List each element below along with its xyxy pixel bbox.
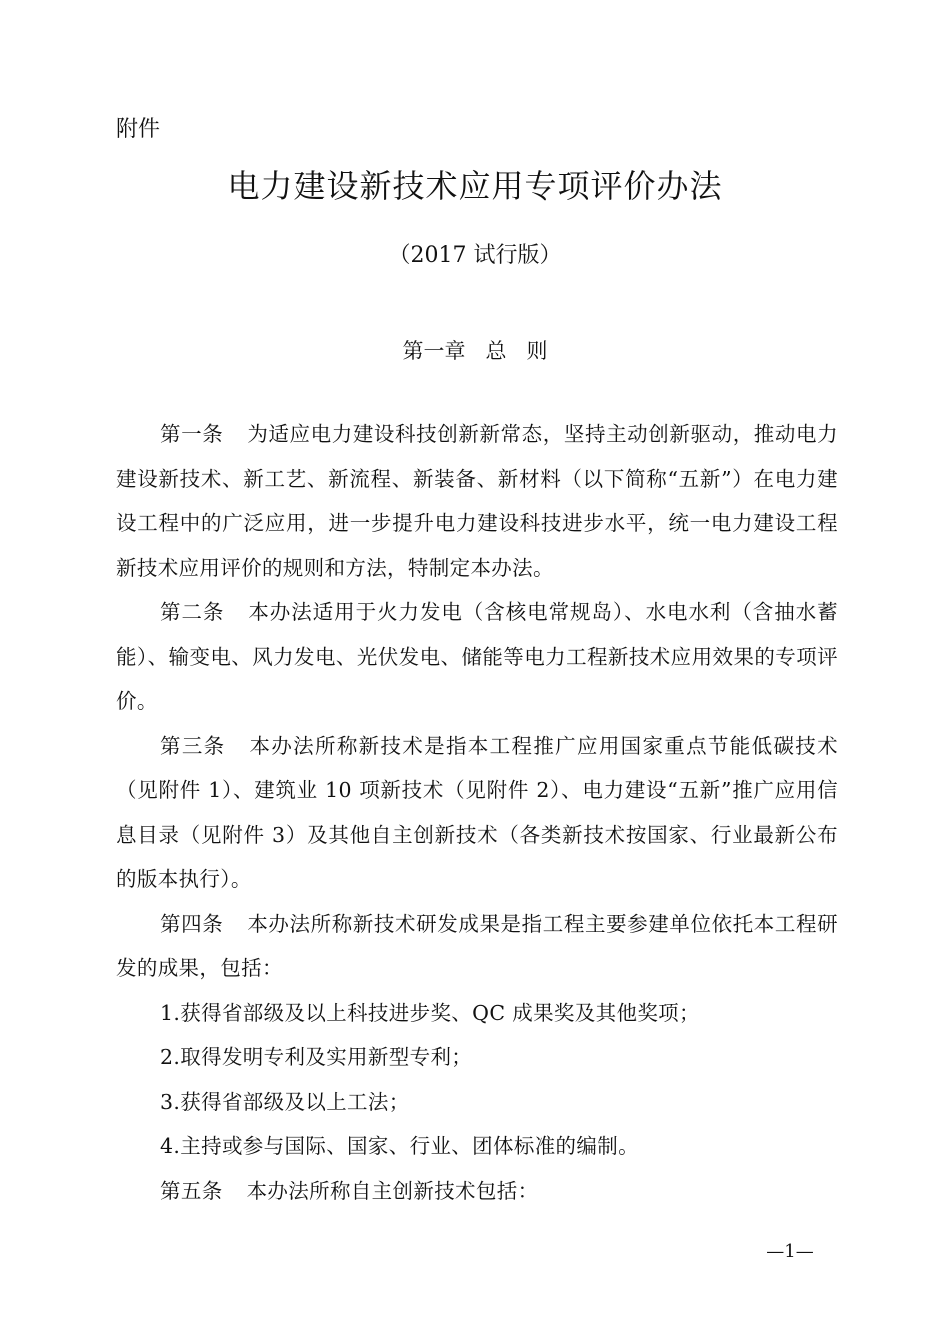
article-text: 本办法所称新技术研发成果是指工程主要参建单位依托本工程研发的成果，包括： (116, 911, 838, 980)
article-number: 第五条 (160, 1178, 223, 1203)
attachment-label: 附件 (116, 117, 161, 142)
page-number: —1— (766, 1241, 814, 1262)
article-4 (116, 902, 838, 991)
article-text: 为适应电力建设科技创新新常态，坚持主动创新驱动，推动电力建设新技术、新工艺、新流程、新装备、新材料（以下简称“五新”）在电力建设工程中的广泛应用，进一步提升电力建设科技进步水平，统一电力建设工程新技术应用评价的规则和方法，特制定本办法。 (116, 422, 838, 580)
article-text: 本办法适用于火力发电（含核电常规岛）、水电水利（含抽水蓄能）、输变电、风力发电、光伏发电、储能等电力工程新技术应用效果的专项评价。 (116, 600, 838, 713)
chapter-heading: 第一章 总 则 (402, 339, 548, 363)
article-3 (116, 724, 838, 902)
article-1 (116, 412, 838, 590)
article-number: 第四条 (160, 911, 224, 936)
article-number: 第一条 (160, 422, 224, 446)
list-item: 1.获得省部级及以上科技进步奖、QC 成果奖及其他奖项； (160, 1000, 700, 1025)
article-2 (116, 590, 838, 724)
article-number: 第二条 (160, 600, 225, 624)
document-title: 电力建设新技术应用专项评价办法 (227, 167, 723, 205)
list-item: 4.主持或参与国际、国家、行业、团体标准的编制。 (160, 1134, 639, 1158)
list-item: 2.取得发明专利及实用新型专利； (160, 1045, 473, 1069)
document-subtitle: （2017 试行版） (388, 243, 562, 268)
document-body (116, 412, 838, 1213)
article-text: 本办法所称新技术是指本工程推广应用国家重点节能低碳技术（见附件 1）、建筑业 10 项新技术（见附件 2）、电力建设“五新”推广应用信息目录（见附件 3）及其他自主创新技术（各类新技术按国家、行业最新公布的版本执行）。 (116, 733, 838, 891)
article-text: 本办法所称自主创新技术包括： (246, 1178, 539, 1203)
article-5 (116, 1169, 838, 1214)
article-number: 第三条 (160, 733, 226, 758)
list-item: 3.获得省部级及以上工法； (160, 1089, 410, 1114)
